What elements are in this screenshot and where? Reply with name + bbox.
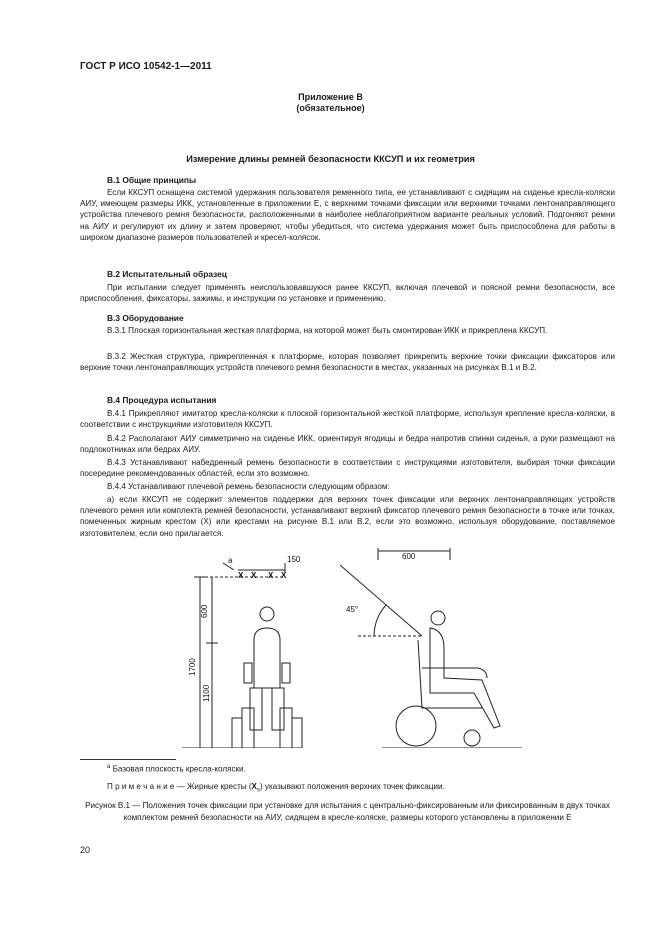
heading-b1: В.1 Общие принципы [107,175,197,185]
front-armrest-right [282,663,290,683]
standard-header: ГОСТ Р ИСО 10542-1—2011 [80,61,212,72]
heading-b2: В.2 Испытательный образец [107,269,227,279]
heading-b3: В.3 Оборудование [107,313,184,323]
paragraph-b4-3: В.4.3 Устанавливают набедренный ремень безопасности в соответствии с инструкциями изготовителя, выбирая точки фиксации посередине рекомендованных областей, если это возможно. [80,458,615,479]
paragraph-b4-1: В.4.1 Прикрепляют имитатор кресла-коляски к плоской горизонтальной жесткой платформе, используя крепление кресла-коляски, в соответствии с инструкциями изготовителя ККСУП. [80,409,615,430]
heading-b4: В.4 Процедура испытания [107,395,217,405]
front-leg-right [272,688,284,730]
paragraph-b4-4: В.4.4 Устанавливают плечевой ремень безопасности следующим образом: [107,482,390,491]
svg-text:X: X [268,571,274,580]
figure-note: П р и м е ч а н и е — Жирные кресты $(X_s)$ указывают положения верхних точек фиксации. [107,782,445,794]
paragraph-b3-1: В.3.1 Плоская горизонтальная жесткая платформа, на которой может быть смонтирован ИКК и прикреплена ККСУП. [107,326,548,335]
paragraph-b2: При испытании следует применять неиспользовавшуюся ранее ККСУП, включая плечевой и поясной ремни безопасности, все приспособления, фиксаторы, зажимы, и инструкции по установке и применению. [80,283,615,304]
side-wheel-small [464,730,480,746]
figure-label-600-side: 600 [402,552,416,561]
angle-arc [374,605,386,636]
front-head [260,607,274,621]
svg-text:X: X [251,571,257,580]
paragraph-b1: Если ККСУП оснащена системой удержания пользователя ременного типа, ее устанавливают с сидящим на сиденье кресла-коляски АИУ, имеющем размеры ИКК, установленные в приложении Е, с верхними точками фиксации или верхними точками лентонаправляющего устройства плечевого ремня безопасности, расположенными в наиболее неблагоприятном варианте реальных условий. Подгоняют ремни на АИУ и регулируют их длину и затем проверяют, чтобы убедиться, что система удержания может быть приспособлена для работы в широком диапазоне размеров пользователей и кресел-колясок. [80,188,615,242]
figure-b1 [182,548,522,748]
front-torso [254,628,280,688]
footnote: $^a$ Базовая плоскость кресла-коляски. [107,764,246,774]
figure-label-a: a [228,556,233,565]
figure-label-1700: 1700 [188,658,197,676]
paragraph-b4-2: В.4.2 Располагают АИУ симметрично на сиденье ИКК, ориентируя ягодицы и бедра напротив спинки сиденья, а руки размещают на подлокотниках или бедрах АИУ. [80,434,615,455]
appendix-title: Измерение длины ремней безопасности ККСУП и их геометрия [186,154,475,164]
figure-label-600-front: 600 [200,604,209,618]
svg-text:X: X [238,571,244,580]
page-number: 20 [80,845,91,855]
side-chair-frame [418,640,482,708]
figure-caption: Рисунок В.1 — Положения точек фиксации при установке для испытания с центрально-фиксированным или фиксированным в двух точках комплектом ремней безопасности на АИУ, сидящем в кресле-коляске, размеры которого установлены в приложении Е [85,801,610,822]
paragraph-b4-5: а) если ККСУП не содержит элементов поддержки для верхних точек фиксации или верхних лентонаправляющих устройств плечевого ремня или комплекта ремней безопасности, устанавливают верхний фиксатор плечевого ремня безопасности в точке или точках, помеченных жирным крестом (X) или крестами на рисунке В.1 или В.2, если это возможно, используя оборудование, поставляемое изготовителем, если оно прилагается. [80,495,615,538]
appendix-label: Приложение В [298,92,363,102]
side-body [430,628,500,728]
figure-label-150: 150 [287,555,301,564]
figure-label-angle: 45° [346,605,359,614]
svg-text:X: X [281,571,287,580]
figure-label-1100: 1100 [202,684,211,702]
side-wheel-large [396,706,436,746]
appendix-status: (обязательное) [296,103,365,113]
side-head [431,611,445,625]
front-armrest-left [244,663,252,683]
footnote-separator [80,759,176,760]
paragraph-b3-2: В.3.2 Жесткая структура, прикрепленная к платформе, которая позволяет прикрепить верхние точки фиксации фиксаторов или верхние точки лентонаправляющих устройств плечевого ремня безопасности в местах, указанных на рисунках В.1 и В.2. [80,352,615,373]
belt-angle-line [340,565,422,636]
front-leg-left [250,688,262,730]
